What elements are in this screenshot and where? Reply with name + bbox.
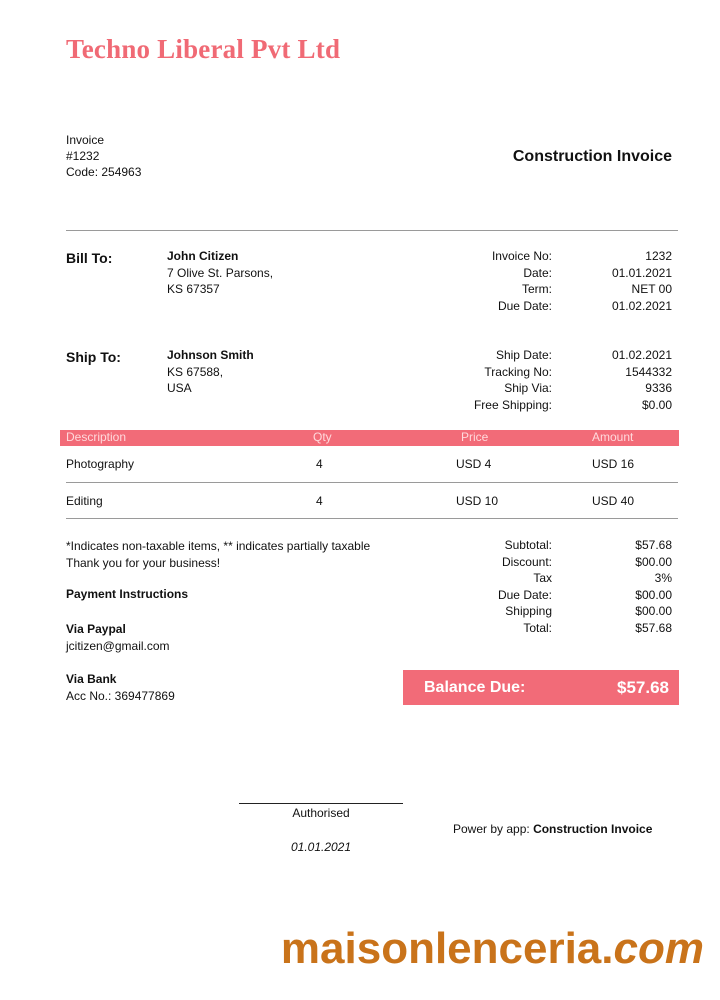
ship-to-line1: KS 67588,: [167, 364, 224, 379]
detail-value: 01.02.2021: [611, 298, 672, 313]
detail-key: Date:: [523, 265, 552, 280]
table-header: [60, 430, 679, 446]
ship-to-name: Johnson Smith: [167, 348, 254, 362]
detail-row: [412, 281, 672, 298]
notes: [66, 538, 370, 571]
total-value: $00.00: [635, 604, 672, 618]
detail-row: [412, 248, 672, 265]
total-key: Total:: [523, 620, 552, 635]
ship-row: [412, 364, 672, 381]
document-title: Construction Invoice: [512, 148, 672, 165]
ship-value: 01.02.2021: [611, 348, 672, 362]
powered-by-prefix: Power by app:: [453, 822, 530, 836]
ship-value: 1544332: [625, 364, 672, 379]
signature-date: 01.01.2021: [290, 840, 352, 854]
table-row: [66, 446, 678, 482]
invoice-details: [412, 248, 672, 314]
invoice-header: [66, 132, 141, 180]
total-row: [412, 587, 672, 604]
total-value: $57.68: [635, 538, 672, 552]
total-key: Due Date:: [497, 587, 552, 602]
total-row: [412, 537, 672, 554]
total-value: $00.00: [635, 554, 672, 569]
bill-to-address: [167, 248, 273, 298]
detail-key: Term:: [522, 282, 552, 296]
cell-price: USD 10: [456, 494, 499, 508]
total-key: Tax: [533, 571, 552, 585]
ship-key: Tracking No:: [484, 364, 552, 379]
bill-to-line2: KS 67357: [167, 282, 220, 296]
detail-key: Due Date:: [497, 298, 552, 313]
invoice-label: Invoice: [66, 133, 105, 147]
ship-row: [412, 347, 672, 364]
bill-to-name: John Citizen: [167, 249, 239, 263]
ship-key: Ship Via:: [504, 381, 552, 395]
total-row: [412, 554, 672, 571]
total-row: [412, 620, 672, 637]
ship-to-address: [167, 347, 254, 397]
powered-by-app: Construction Invoice: [533, 822, 653, 836]
watermark-main: maisonlenceria.: [280, 924, 614, 973]
taxable-note: *Indicates non-taxable items, ** indicates partially taxable: [66, 539, 371, 553]
ship-key: Free Shipping:: [473, 397, 552, 412]
company-name: Techno Liberal Pvt Ltd: [66, 34, 341, 64]
bank-title: Via Bank: [66, 672, 117, 686]
table-row: [66, 483, 678, 519]
detail-row: [412, 298, 672, 315]
cell-qty: 4: [316, 494, 323, 508]
column-header-amount: Amount: [592, 430, 634, 444]
totals: [412, 537, 672, 636]
payment-instructions-title: Payment Instructions: [66, 587, 189, 601]
ship-key: Ship Date:: [495, 348, 552, 362]
column-header-description: Description: [66, 430, 127, 444]
invoice-code: Code: 254963: [66, 165, 142, 179]
balance-due-value: $57.68: [617, 678, 669, 697]
watermark-suffix: com: [613, 924, 704, 973]
invoice-number: #1232: [66, 149, 100, 163]
detail-value: 01.01.2021: [611, 265, 672, 280]
cell-description: Editing: [66, 494, 103, 508]
detail-key: Invoice No:: [491, 249, 552, 263]
ship-value: $0.00: [641, 397, 672, 412]
ship-value: 9336: [645, 381, 672, 395]
table-bottom-divider: [66, 518, 678, 519]
total-key: Subtotal:: [504, 538, 552, 552]
cell-price: USD 4: [456, 457, 492, 471]
column-header-price: Price: [461, 430, 489, 444]
detail-row: [412, 265, 672, 282]
paypal-title: Via Paypal: [66, 622, 126, 636]
detail-value: NET 00: [631, 282, 672, 296]
signature-label: Authorised: [292, 806, 350, 820]
bank-block: [66, 671, 175, 704]
total-row: [412, 603, 672, 620]
total-value: 3%: [654, 571, 672, 585]
total-row: [412, 570, 672, 587]
total-key: Shipping: [505, 604, 552, 618]
ship-details: [412, 347, 672, 413]
total-key: Discount:: [501, 554, 552, 569]
powered-by: [453, 822, 652, 836]
bank-account: Acc No.: 369477869: [66, 688, 175, 703]
column-header-qty: Qty: [313, 430, 332, 444]
bill-to-label: Bill To:: [66, 250, 113, 266]
ship-to-line2: USA: [167, 381, 192, 395]
cell-amount: USD 40: [592, 494, 635, 508]
total-value: $57.68: [635, 620, 672, 635]
detail-value: 1232: [645, 249, 672, 263]
balance-due-box: [403, 670, 679, 705]
signature-line: [239, 803, 403, 804]
total-value: $00.00: [635, 587, 672, 602]
paypal-email: jcitizen@gmail.com: [66, 638, 170, 653]
ship-to-label: Ship To:: [66, 349, 121, 365]
cell-qty: 4: [316, 457, 323, 471]
watermark: [0, 924, 704, 974]
balance-due-label: Balance Due:: [424, 679, 526, 696]
header-divider: [66, 230, 678, 231]
bill-to-line1: 7 Olive St. Parsons,: [167, 265, 274, 280]
cell-description: Photography: [66, 457, 135, 471]
ship-row: [412, 397, 672, 414]
ship-row: [412, 380, 672, 397]
cell-amount: USD 16: [592, 457, 635, 471]
thanks-note: Thank you for your business!: [66, 555, 221, 570]
paypal-block: [66, 621, 170, 654]
